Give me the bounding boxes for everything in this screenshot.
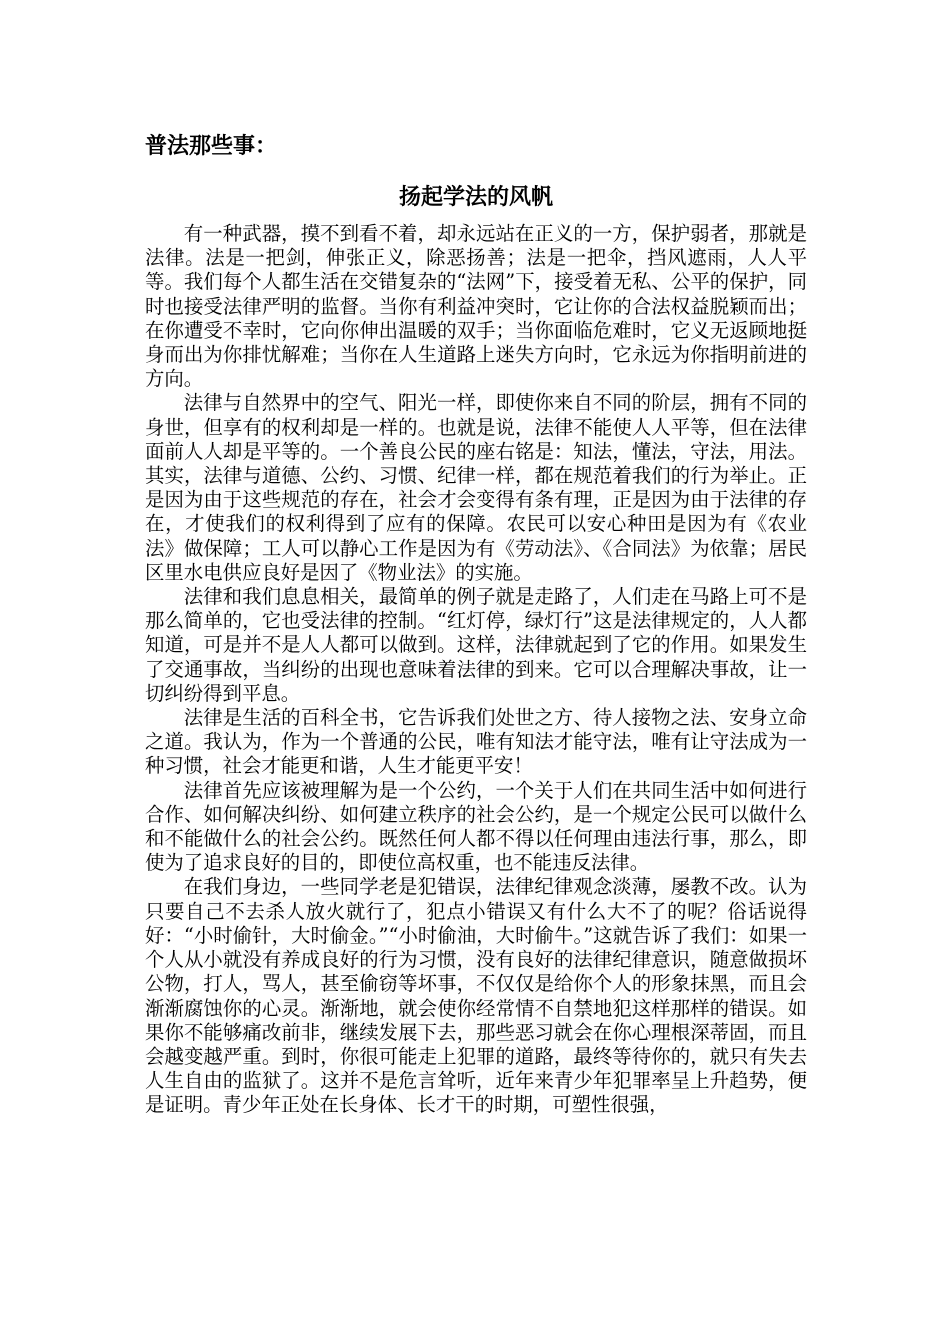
document-title: 扬起学法的风帆 — [398, 185, 553, 210]
paragraph: 法律是生活的百科全书，它告诉我们处世之方、待人接物之法、安身立命之道。我认为，作为一个普通的公民，唯有知法才能守法，唯有让守法成为一种习惯，社会才能更和谐，人生才能更平安！ — [145, 706, 807, 778]
paragraph: 法律和我们息息相关，最简单的例子就是走路了，人们走在马路上可不是那么简单的，它也受法律的控制。“红灯停，绿灯行”这是法律规定的，人人都知道，可是并不是人人都可以做到。这样，法律就起到了它的作用。如果发生了交通事故，当纠纷的出现也意味着法律的到来。它可以合理解决事故，让一切纠纷得到平息。 — [145, 585, 807, 705]
paragraph: 有一种武器，摸不到看不着，却永远站在正义的一方，保护弱者，那就是法律。法是一把剑，伸张正义，除恶扬善；法是一把伞，挡风遮雨，人人平等。我们每个人都生活在交错复杂的“法网”下，接受着无私、公平的保护，同时也接受法律严明的监督。当你有利益冲突时，它让你的合法权益脱颖而出；在你遭受不幸时，它向你伸出温暖的双手；当你面临危难时，它义无返顾地挺身而出为你排忧解难；当你在人生道路上迷失方向时，它永远为你指明前进的方向。 — [145, 222, 807, 391]
paragraph: 在我们身边，一些同学老是犯错误，法律纪律观念淡薄，屡教不改。认为只要自己不去杀人放火就行了，犯点小错误又有什么大不了的呢？俗话说得好：“小时偷针，大时偷金。”“小时偷油，大时偷牛。”这就告诉了我们：如果一个人从小就没有养成良好的行为习惯，没有良好的法律纪律意识，随意做损坏公物，打人，骂人，甚至偷窃等坏事，不仅仅是给你个人的形象抹黑，而且会渐渐腐蚀你的心灵。渐渐地，就会使你经常情不自禁地犯这样那样的错误。如果你不能够痛改前非，继续发展下去，那些恶习就会在你心理根深蒂固，而且会越变越严重。到时，你很可能走上犯罪的道路，最终等待你的，就只有失去人生自由的监狱了。这并不是危言耸听，近年来青少年犯罪率呈上升趋势，便是证明。青少年正处在长身体、长才干的时期，可塑性很强， — [145, 875, 807, 1117]
document-body — [145, 222, 807, 1118]
section-label: 普法那些事： — [145, 134, 278, 159]
paragraph: 法律首先应该被理解为是一个公约，一个关于人们在共同生活中如何进行合作、如何解决纠纷、如何建立秩序的社会公约，是一个规定公民可以做什么和不能做什么的社会公约。既然任何人都不得以任何理由违法行事，那么，即使为了追求良好的目的，即使位高权重，也不能违反法律。 — [145, 778, 807, 875]
paragraph: 法律与自然界中的空气、阳光一样，即使你来自不同的阶层，拥有不同的身世，但享有的权利却是一样的。也就是说，法律不能使人人平等，但在法律面前人人却是平等的。一个善良公民的座右铭是：知法，懂法，守法，用法。其实，法律与道德、公约、习惯、纪律一样，都在规范着我们的行为举止。正是因为由于这些规范的存在，社会才会变得有条有理，正是因为由于法律的存在，才使我们的权利得到了应有的保障。农民可以安心种田是因为有《农业法》做保障；工人可以静心工作是因为有《劳动法》、《合同法》为依靠；居民区里水电供应良好是因了《物业法》的实施。 — [145, 391, 807, 584]
